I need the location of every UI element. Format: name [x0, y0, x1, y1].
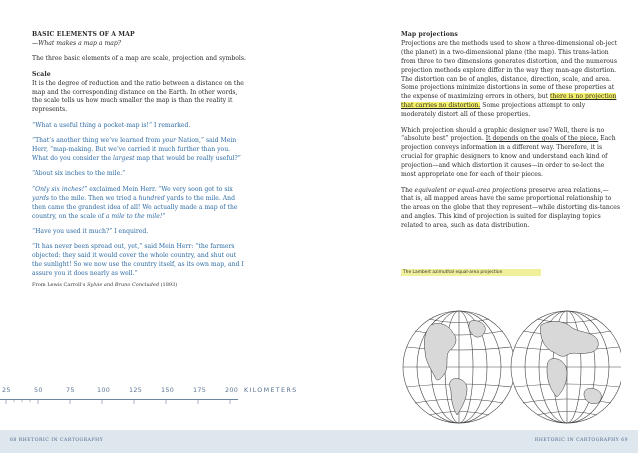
scale-label: 50	[34, 386, 43, 394]
lambert-projection-figure	[401, 281, 621, 431]
scale-heading: Scale	[32, 70, 51, 78]
quote-6: “It has never been spread out, yet,” said Mein Herr: “the farmers objected: they said it would cover the whole country, and shut out the sunlight! So we now use the country itself, as its own map, and I assure you it does nearly as well.”	[32, 243, 244, 278]
scale-ticks	[0, 380, 240, 406]
left-hemisphere	[403, 311, 515, 423]
footer-left-page-number: 68 RHETORIC IN CARTOGRAPHY	[10, 438, 104, 443]
footer-right-page-number: RHETORIC IN CARTOGRAPHY 69	[534, 438, 628, 443]
section-subheading: —What makes a map a map?	[32, 39, 122, 47]
projections-paragraph-1: Projections are the methods used to show a three-dimensional ob-ject (the planet) in a two-dimensional plane (the map). This trans-lation from three to two dimensions generates distortion, and the numerous projection methods explore differ in the way they man-age distortion. The distortion can be of angles, distance, direction, scale, and area. Some projections minimize distortions in some of these properties at the expense of maximizing errors in others, but there is no projection that carries no distortion. Some projections attempt to only moderately distort all of these properties.	[401, 39, 617, 119]
scale-unit: KILOMETERS	[244, 386, 298, 394]
quote-2: “That’s another thing we’ve learned from your Nation,” said Mein Herr, “map-making. But we’ve carried it much further than you. What do you consider the largest map that would be really useful?”	[32, 137, 241, 162]
projections-paragraph-2: Which projection should a graphic designer use? Well, there is no “absolute best” projection. It depends on the goals of the piece. Each projection conveys information in a different way. Therefore, it is crucial for graphic designers to know and understand each kind of projection—and which distortion it causes—in order to se-lect the most appropriate one for each of their pieces.	[401, 126, 616, 179]
projections-paragraph-3: The equivalent or equal-area projections preserve area relations,—that is, all mapped areas have the same proportional relationship to the areas on the globe that they represent—while distorting dis-tances and angles. This kind of projection is suited for displaying topics related to area, such as data distribution.	[401, 186, 621, 230]
scale-bar	[0, 380, 319, 406]
right-page	[319, 0, 638, 430]
scale-label: 150	[161, 386, 175, 394]
left-column	[32, 31, 247, 289]
scale-label: 100	[97, 386, 111, 394]
quote-4: “Only six inches!” exclaimed Mein Herr. “We very soon got to six yards to the mile. Then we tried a hundred yards to the mile. And then came the grandest idea of all! We actually made a map of the country, on the scale of a mile to the mile!”	[32, 185, 238, 220]
quote-1: “What a useful thing a pocket-map is!” I remarked.	[32, 121, 191, 129]
projections-heading: Map projections	[401, 31, 458, 38]
right-hemisphere	[511, 311, 621, 423]
footer-bar	[0, 430, 638, 453]
quote-source: From Lewis Carroll’s Sylvie and Bruno Concluded (1893)	[32, 281, 178, 288]
scale-label: 175	[193, 386, 207, 394]
highlighted-text: there is no projection that carries no distortion.	[401, 93, 617, 110]
quote-5: “Have you used it much?” I enquired.	[32, 227, 149, 235]
left-page	[0, 0, 319, 430]
right-column	[401, 31, 621, 231]
scale-label: 75	[66, 386, 75, 394]
scale-label: 200	[225, 386, 239, 394]
quote-3: “About six inches to the mile.”	[32, 170, 126, 178]
scale-paragraph: It is the degree of reduction and the ratio between a distance on the map and the corresponding distance on the Earth. In other words, the scale tells us how much smaller the map is than the reality it represents.	[32, 79, 244, 114]
underlined-text: It depends on the goals of the piece.	[485, 135, 599, 143]
scale-label: 25	[2, 386, 11, 394]
intro-paragraph: The three basic elements of a map are scale, projection and symbols.	[32, 55, 246, 63]
figure-caption: The Lambert azimuthal equal-area projection	[401, 269, 541, 276]
scale-label: 125	[129, 386, 143, 394]
section-heading: BASIC ELEMENTS OF A MAP	[32, 31, 135, 38]
